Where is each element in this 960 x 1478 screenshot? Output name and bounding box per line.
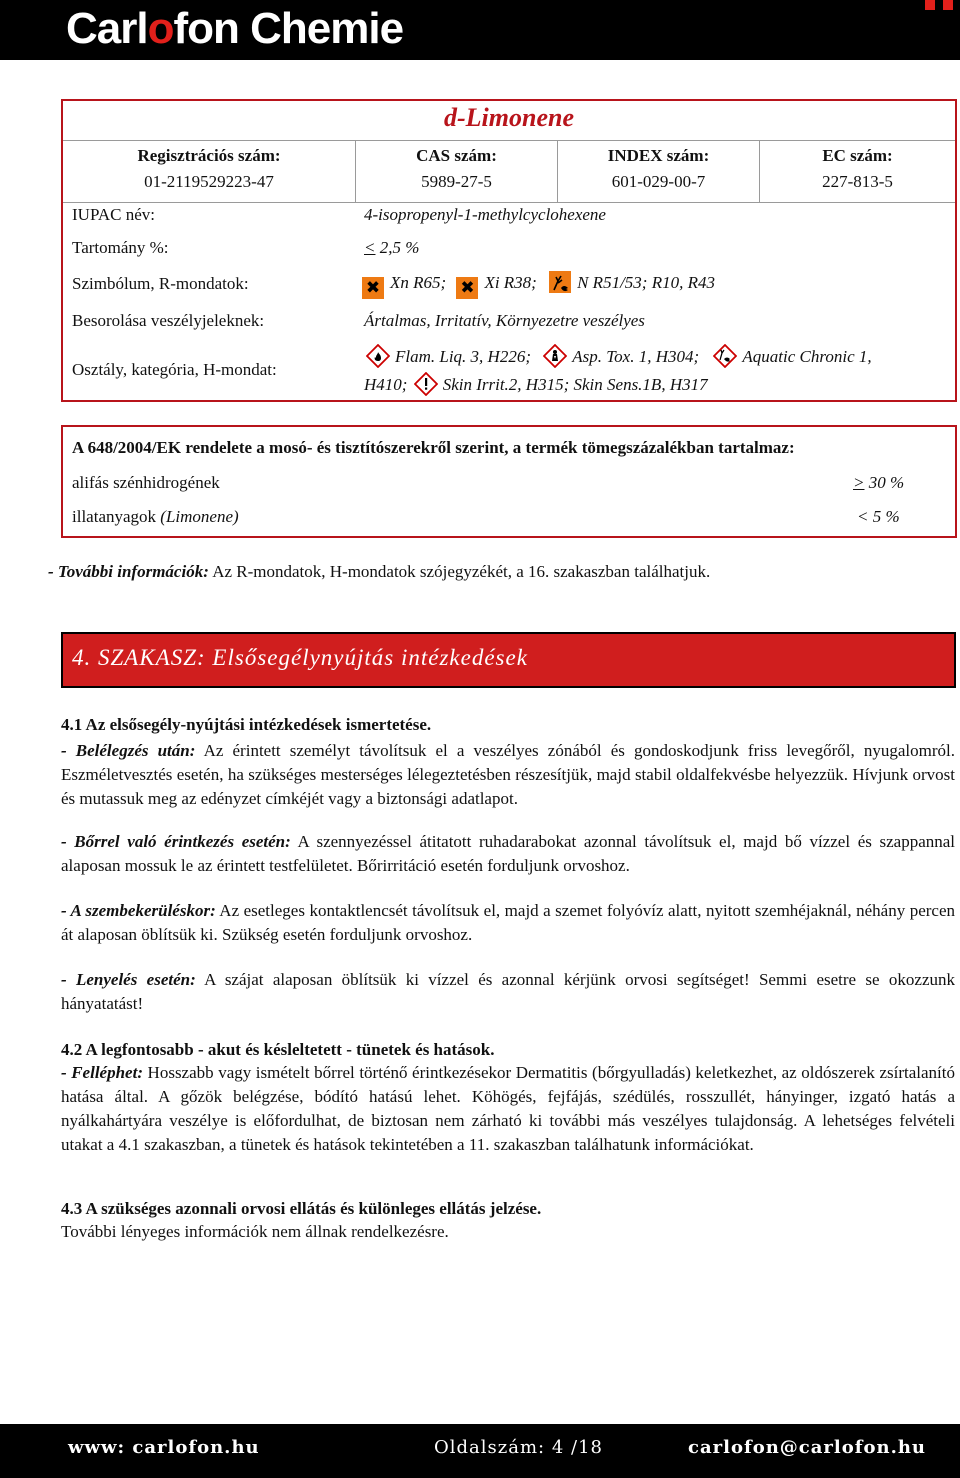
footer-email[interactable]: carlofon@carlofon.hu [688,1437,927,1458]
s42-symptoms: - Felléphet: Hosszabb vagy ismételt bőrrel történő érintkezésekor Dermatitis (bőrgyulladás) keletkezhet, az oldószerek zsírtalanító hatása által. A gőzök belégzése, bódító hatású lehet. Köhögés, fejfájás, szédülés, rosszullét, hányinger, izgató hatás a nyálkahártyára veszélye is előfordulhat, de biztosan nem zárható ki további más veszélyes tulajdonság. A lehetséges felvételi utakat a 4.1 szakaszban, a tünetek és hatások tekintetében a 11. szakaszban találhatunk információkat. [61,1063,955,1154]
iupac-label: IUPAC név: [72,205,155,224]
ec-label: EC szám: [822,146,893,165]
danger-value: Ártalmas, Irritatív, Környezetre veszélyes [364,311,645,330]
range-value: < 2,5 % [364,238,420,257]
s41-skin-contact: - Bőrrel való érintkezés esetén: A szennyezéssel átitatott ruhadarabokat azonnal távolítsuk el, majd bő vízzel és szappannal alaposan mossuk le az érintett testfelületet. Bőrirritáció esetén forduljunk orvoshoz. [61,832,956,875]
section-title: 4. SZAKASZ: Elsősegélynyújtás intézkedések [72,645,528,670]
class-line-2: H410; Skin Irrit.2, H315; Skin Sens.1B, H317 [364,372,708,396]
corner-mark [943,0,953,10]
range-label: Tartomány %: [72,238,169,257]
reg-value: 01-2119529223-47 [144,172,274,191]
ec-value: 227-813-5 [822,172,893,191]
detergent-row-name: illatanyagok (Limonene) [72,507,239,526]
danger-label: Besorolása veszélyjeleknek: [72,311,265,330]
class-line-1: Flam. Liq. 3, H226; Asp. Tox. 1, H304; Aquatic Chronic 1, [364,344,872,368]
table-divider [63,140,955,141]
cas-label: CAS szám: [416,146,497,165]
s41-heading: 4.1 Az elsősegély-nyújtási intézkedések ismertetése. [61,715,432,734]
irritant-x-icon: ✖ [456,277,478,299]
detergent-row-value: < 5 % [857,507,900,526]
s41-eye-contact: - A szembekerüléskor: Az esetleges kontaktlencsét távolítsuk el, majd a szemet folyóvíz alatt, nyitott szemhéjaknál, néhány percen át alaposan öblítsük ki. Szükség esetén forduljunk orvoshoz. [61,901,956,944]
s41-ingestion: - Lenyelés esetén: A szájat alaposan öblítsük ki vízzel és azonnal kérjünk orvosi segítséget! Semmi esetre se okozzunk hányatatást! [61,970,955,1013]
environment-hazard-icon [549,271,571,293]
reg-label: Regisztrációs szám: [137,146,281,165]
symbol-row: ✖ Xn R65; ✖ Xi R38; N R51/53; R10, R43 [362,271,715,299]
index-value: 601-029-00-7 [611,172,706,191]
more-info: - További információk: Az R-mondatok, H-mondatok szójegyzékét, a 16. szakaszban találhatjuk. [48,562,711,581]
class-label: Osztály, kategória, H-mondat: [72,360,277,379]
environment-ghs-icon [713,344,737,368]
index-label: INDEX szám: [607,146,710,165]
footer-website[interactable]: www: carlofon.hu [68,1437,260,1458]
detergent-heading: A 648/2004/EK rendelete a mosó- és tisztítószerekről szerint, a termék tömegszázalékban tartalmaz: [72,438,795,457]
iupac-value: 4-isopropenyl-1-methylcyclohexene [364,205,606,224]
detergent-row-value: > 30 % [853,473,905,492]
footer-page-number: Oldalszám: 4 /18 [434,1437,603,1458]
s41-inhalation: - Belélegzés után: Az érintett személyt távolítsuk el a veszélyes zónából és gondoskodjunk friss levegőről, nyugalomról. Eszméletvesztés esetén, ha szükséges mesterséges lélegeztetésben részesítjük, majd stabil oldalfekvésbe helyezzük. Hívjunk orvost és mutassuk meg az edényzet címkéjét vagy a biztonsági adatlapot. [61,741,956,808]
exclamation-ghs-icon [414,372,438,396]
symbol-label: Szimbólum, R-mondatok: [72,274,249,293]
company-logo: Carlofon Chemie [66,4,404,53]
s43-text: További lényeges információk nem állnak rendelkezésre. [61,1222,449,1241]
detergent-row-name: alifás szénhidrogének [72,473,220,492]
corner-mark [925,0,935,10]
flame-ghs-icon [366,344,390,368]
s42-heading: 4.2 A legfontosabb - akut és késleltetett - tünetek és hatások. [61,1040,495,1059]
harmful-x-icon: ✖ [362,277,384,299]
cas-value: 5989-27-5 [421,172,492,191]
table-divider [63,202,955,203]
s43-heading: 4.3 A szükséges azonnali orvosi ellátás és különleges ellátás jelzése. [61,1199,542,1218]
health-hazard-ghs-icon [543,344,567,368]
substance-name: d-Limonene [444,103,574,132]
